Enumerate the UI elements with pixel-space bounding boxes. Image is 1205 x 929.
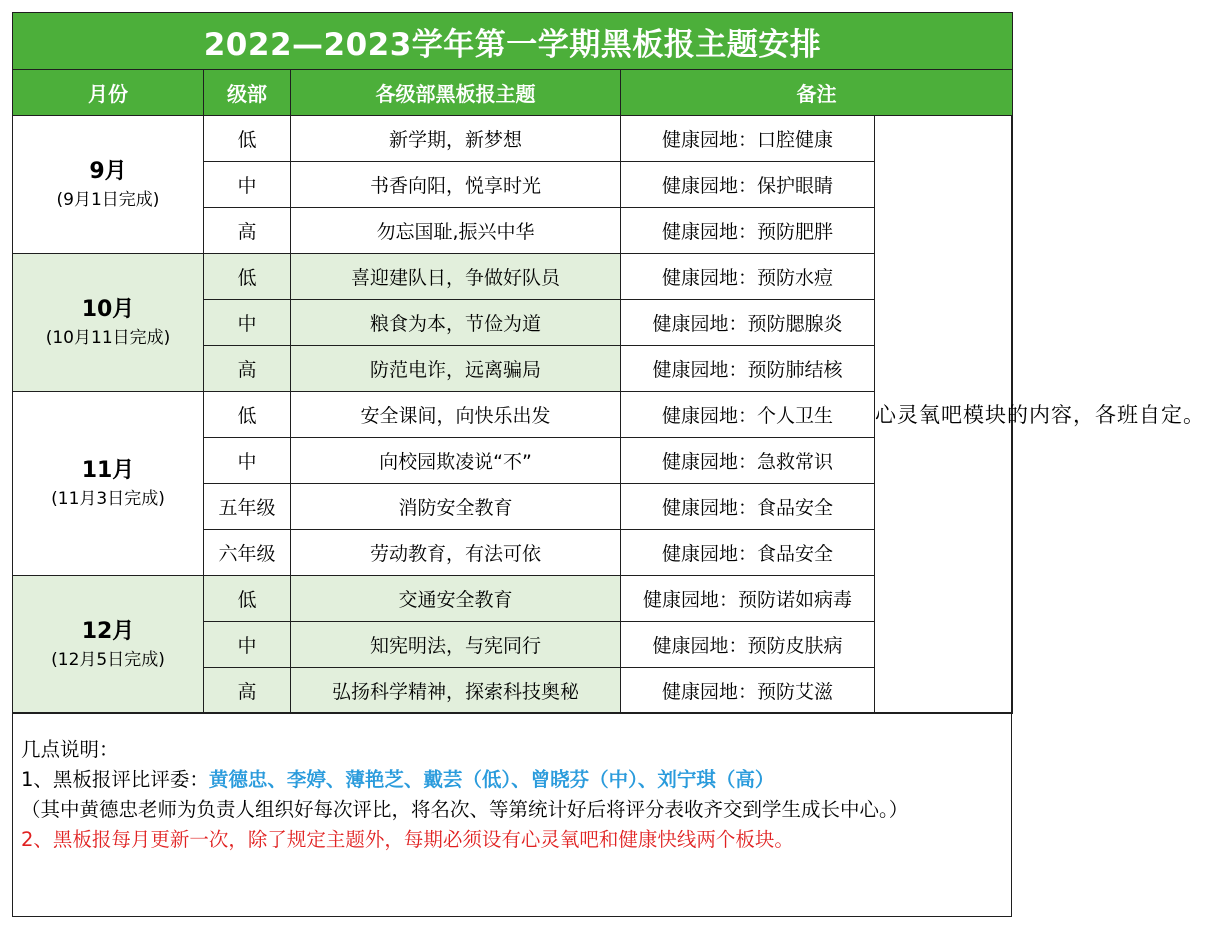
note-cell: 健康园地：急救常识 xyxy=(621,438,875,484)
note-cell: 健康园地：预防肥胖 xyxy=(621,208,875,254)
schedule-table xyxy=(12,12,1205,714)
notes-item-1-prefix: 1、黑板报评比评委： xyxy=(21,768,209,791)
schedule-body xyxy=(13,116,1205,714)
level-cell: 高 xyxy=(204,668,291,714)
notes-item-1 xyxy=(21,765,1005,795)
note-cell: 健康园地：预防艾滋 xyxy=(621,668,875,714)
note-cell: 健康园地：个人卫生 xyxy=(621,392,875,438)
table-row xyxy=(13,116,1013,162)
notes-section xyxy=(13,712,1013,917)
header-level: 级部 xyxy=(204,70,291,116)
month-deadline: (11月3日完成) xyxy=(51,488,165,509)
month-cell xyxy=(13,392,204,576)
note-cell: 健康园地：食品安全 xyxy=(621,484,875,530)
month-name: 10月 xyxy=(81,296,135,322)
theme-cell: 消防安全教育 xyxy=(291,484,621,530)
note-cell: 健康园地：预防水痘 xyxy=(621,254,875,300)
judges-names: 黄德忠、李婷、薄艳芝、戴芸（低）、曾晓芬（中）、刘宁琪（高） xyxy=(208,768,775,791)
month-name: 11月 xyxy=(81,457,135,483)
note-cell: 健康园地：预防皮肤病 xyxy=(621,622,875,668)
notes-item-2: 2、黑板报每月更新一次，除了规定主题外，每期必须设有心灵氧吧和健康快线两个板块。 xyxy=(21,828,794,851)
note-cell: 健康园地：预防诺如病毒 xyxy=(621,576,875,622)
month-name: 9月 xyxy=(89,158,127,184)
theme-cell: 知宪明法，与宪同行 xyxy=(291,622,621,668)
level-cell: 高 xyxy=(204,208,291,254)
level-cell: 六年级 xyxy=(204,530,291,576)
level-cell: 低 xyxy=(204,254,291,300)
header-theme: 各级部黑板报主题 xyxy=(291,70,621,116)
month-deadline: (12月5日完成) xyxy=(51,649,165,670)
theme-cell: 粮食为本，节俭为道 xyxy=(291,300,621,346)
note-cell: 健康园地：预防腮腺炎 xyxy=(621,300,875,346)
header-month: 月份 xyxy=(13,70,204,116)
note-cell: 健康园地：保护眼睛 xyxy=(621,162,875,208)
theme-cell: 书香向阳，悦享时光 xyxy=(291,162,621,208)
theme-cell: 防范电诈，远离骗局 xyxy=(291,346,621,392)
month-cell xyxy=(13,116,204,254)
theme-cell: 向校园欺凌说“不” xyxy=(291,438,621,484)
schedule-sheet xyxy=(12,12,1205,917)
level-cell: 中 xyxy=(204,622,291,668)
level-cell: 低 xyxy=(204,576,291,622)
theme-cell: 劳动教育，有法可依 xyxy=(291,530,621,576)
note-cell: 健康园地：口腔健康 xyxy=(621,116,875,162)
table-row xyxy=(13,576,1013,622)
header-remark: 备注 xyxy=(621,70,1013,116)
level-cell: 低 xyxy=(204,116,291,162)
month-cell xyxy=(13,576,204,714)
level-cell: 低 xyxy=(204,392,291,438)
level-cell: 中 xyxy=(204,438,291,484)
table-row xyxy=(13,254,1013,300)
theme-cell: 交通安全教育 xyxy=(291,576,621,622)
notes-heading: 几点说明： xyxy=(21,738,119,761)
theme-cell: 勿忘国耻,振兴中华 xyxy=(291,208,621,254)
note-cell: 健康园地：预防肺结核 xyxy=(621,346,875,392)
month-cell xyxy=(13,254,204,392)
note-cell: 健康园地：食品安全 xyxy=(621,530,875,576)
level-cell: 五年级 xyxy=(204,484,291,530)
theme-cell: 新学期，新梦想 xyxy=(291,116,621,162)
level-cell: 中 xyxy=(204,162,291,208)
month-name: 12月 xyxy=(81,618,135,644)
remark-cell: 心灵氧吧模块的内容，各班自定。 xyxy=(875,116,1013,714)
page-title: 2022—2023学年第一学期黑板报主题安排 xyxy=(13,13,1013,70)
level-cell: 高 xyxy=(204,346,291,392)
theme-cell: 喜迎建队日，争做好队员 xyxy=(291,254,621,300)
month-deadline: (10月11日完成) xyxy=(45,327,171,348)
theme-cell: 安全课间，向快乐出发 xyxy=(291,392,621,438)
table-row xyxy=(13,392,1013,438)
level-cell: 中 xyxy=(204,300,291,346)
theme-cell: 弘扬科学精神，探索科技奥秘 xyxy=(291,668,621,714)
notes-item-1-detail: （其中黄德忠老师为负责人组织好每次评比，将名次、等第统计好后将评分表收齐交到学生成长中心。） xyxy=(21,798,909,821)
month-deadline: (9月1日完成) xyxy=(56,189,160,210)
